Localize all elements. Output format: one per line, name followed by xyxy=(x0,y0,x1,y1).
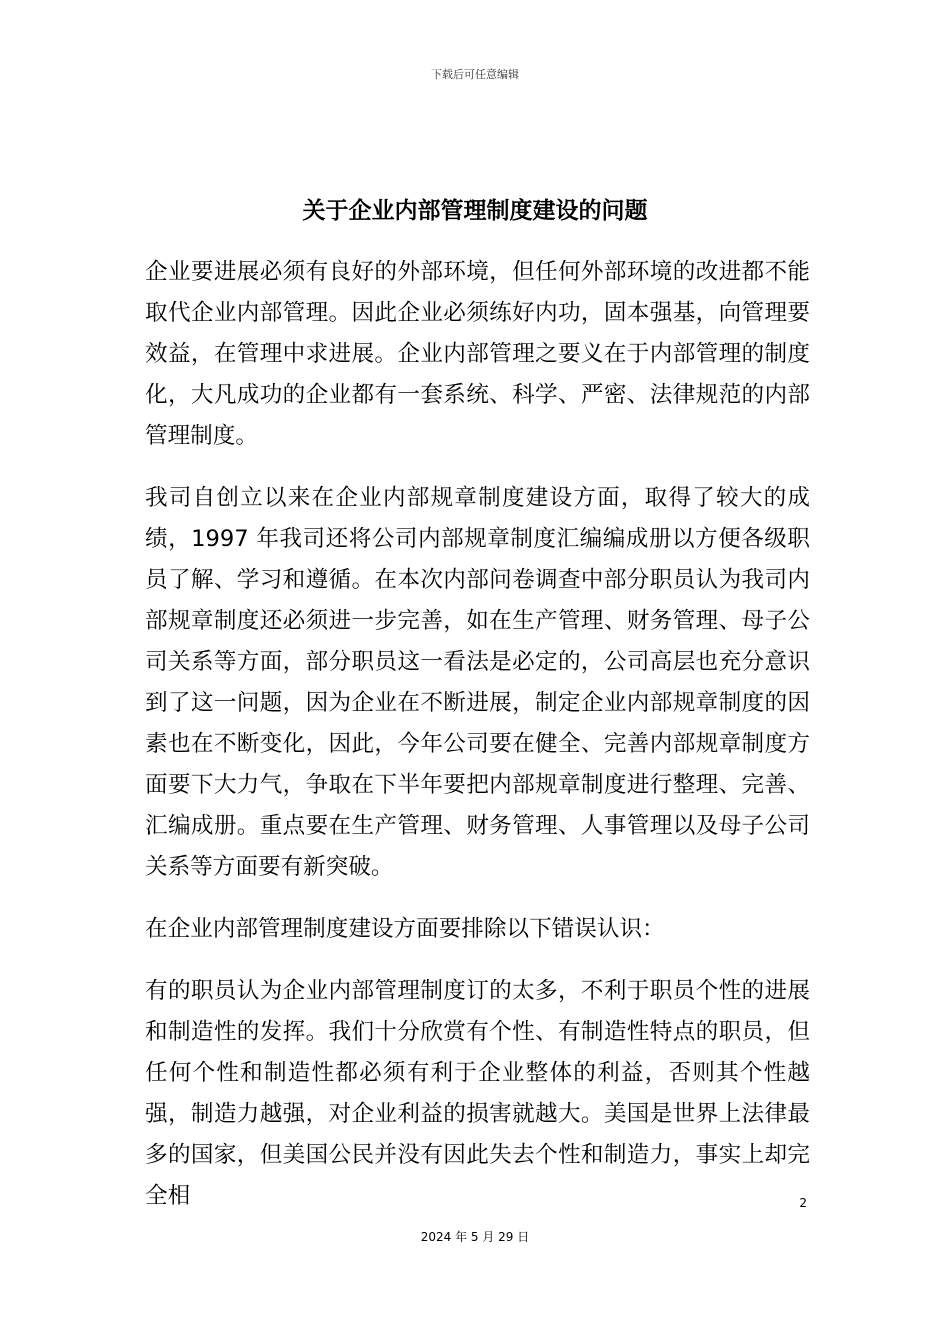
paragraph-1: 企业要进展必须有良好的外部环境，但任何外部环境的改进都不能取代企业内部管理。因此企业必须练好内功，固本强基，向管理要效益，在管理中求进展。企业内部管理之要义在于内部管理的制度化，大凡成功的企业都有一套系统、科学、严密、法律规范的内部管理制度。 xyxy=(145,259,810,449)
footer-date: 2024 年 5 月 29 日 xyxy=(420,1230,530,1244)
page-number: 2 xyxy=(799,1196,807,1210)
paragraph-2: 我司自创立以来在企业内部规章制度建设方面，取得了较大的成绩，1997 年我司还将公司内部规章制度汇编编成册以方便各级职员了解、学习和遵循。在本次内部问卷调查中部分职员认为我司内部规章制度还必须进一步完善，如在生产管理、财务管理、母子公司关系等方面，部分职员这一看法是必定的，公司高层也充分意识到了这一问题，因为企业在不断进展，制定企业内部规章制度的因素也在不断变化，因此，今年公司要在健全、完善内部规章制度方面要下大力气，争取在下半年要把内部规章制度进行整理、完善、汇编成册。重点要在生产管理、财务管理、人事管理以及母子公司关系等方面要有新突破。 xyxy=(145,485,810,880)
paragraph-4: 有的职员认为企业内部管理制度订的太多，不利于职员个性的进展和制造性的发挥。我们十分欣赏有个性、有制造性特点的职员，但任何个性和制造性都必须有利于企业整体的利益，否则其个性越强，制造力越强，对企业利益的损害就越大。美国是世界上法律最多的国家，但美国公民并没有因此失去个性和制造力，事实上却完全相 xyxy=(145,978,810,1209)
header-note: 下载后可任意编辑 xyxy=(431,68,519,81)
document-title: 关于企业内部管理制度建设的问题 xyxy=(302,198,648,224)
paragraph-3: 在企业内部管理制度建设方面要排除以下错误认识： xyxy=(145,916,665,942)
document-body xyxy=(145,252,810,1238)
